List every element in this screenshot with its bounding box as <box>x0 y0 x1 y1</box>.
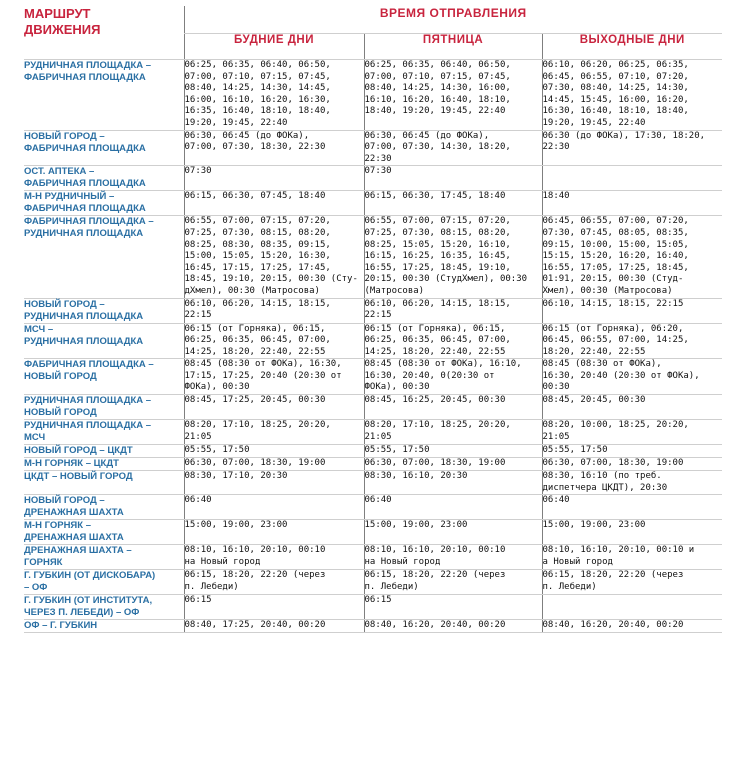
weekdays-times: 08:45, 17:25, 20:45, 00:30 <box>184 395 364 420</box>
weekend-times: 05:55, 17:50 <box>542 445 722 458</box>
friday-times: 06:30, 07:00, 18:30, 19:00 <box>364 458 542 471</box>
table-row <box>24 298 722 323</box>
weekdays-times: 07:30 <box>184 166 364 191</box>
friday-times: 07:30 <box>364 166 542 191</box>
friday-times: 08:20, 17:10, 18:25, 20:20, 21:05 <box>364 420 542 445</box>
table-row <box>24 191 722 216</box>
table-row <box>24 130 722 166</box>
weekdays-times: 08:45 (08:30 от ФОКа), 16:30, 17:15, 17:25, 20:40 (20:30 от ФОКа), 00:30 <box>184 359 364 395</box>
weekdays-times: 06:25, 06:35, 06:40, 06:50, 07:00, 07:10, 07:15, 07:45, 08:40, 14:25, 14:30, 14:45, 16:00, 16:10, 16:20, 16:30, 16:35, 16:40, 18:10, 18:40, 19:20, 19:45, 22:40 <box>184 60 364 131</box>
route-name: ФАБРИЧНАЯ ПЛОЩАДКА – РУДНИЧНАЯ ПЛОЩАДКА <box>24 216 184 298</box>
weekend-times <box>542 595 722 620</box>
schedule-table <box>24 6 722 633</box>
table-row <box>24 216 722 298</box>
route-name: ДРЕНАЖНАЯ ШАХТА – ГОРНЯК <box>24 545 184 570</box>
table-row <box>24 395 722 420</box>
schedule-page <box>24 6 722 633</box>
table-row <box>24 166 722 191</box>
route-name: МСЧ – РУДНИЧНАЯ ПЛОЩАДКА <box>24 323 184 359</box>
weekend-times: 08:45 (08:30 от ФОКа), 16:30, 20:40 (20:30 от ФОКа), 00:30 <box>542 359 722 395</box>
weekdays-times: 08:30, 17:10, 20:30 <box>184 471 364 495</box>
friday-times: 06:30, 06:45 (до ФОКа), 07:00, 07:30, 14:30, 18:20, 22:30 <box>364 130 542 166</box>
weekend-times <box>542 166 722 191</box>
route-name: М-Н ГОРНЯК – ЦКДТ <box>24 458 184 471</box>
friday-times: 06:10, 06:20, 14:15, 18:15, 22:15 <box>364 298 542 323</box>
friday-times: 06:15 <box>364 595 542 620</box>
weekdays-times: 06:15, 18:20, 22:20 (через п. Лебеди) <box>184 570 364 595</box>
weekdays-times: 15:00, 19:00, 23:00 <box>184 520 364 545</box>
route-name: ОСТ. АПТЕКА – ФАБРИЧНАЯ ПЛОЩАДКА <box>24 166 184 191</box>
friday-times: 08:45 (08:30 от ФОКа), 16:10, 16:30, 20:40, 0(20:30 от ФОКа), 00:30 <box>364 359 542 395</box>
weekend-times: 08:30, 16:10 (по треб. диспетчера ЦКДТ), 20:30 <box>542 471 722 495</box>
weekdays-times: 06:30, 07:00, 18:30, 19:00 <box>184 458 364 471</box>
weekdays-times: 06:30, 06:45 (до ФОКа), 07:00, 07:30, 18:30, 22:30 <box>184 130 364 166</box>
weekend-times: 06:40 <box>542 495 722 520</box>
table-row <box>24 60 722 131</box>
weekend-column-header: ВЫХОДНЫЕ ДНИ <box>542 34 722 60</box>
weekend-times: 06:10, 06:20, 06:25, 06:35, 06:45, 06:55, 07:10, 07:20, 07:30, 08:40, 14:25, 14:30, 14:45, 15:45, 16:00, 16:20, 16:30, 16:40, 18:10, 18:40, 19:20, 19:45, 22:40 <box>542 60 722 131</box>
friday-column-header: ПЯТНИЦА <box>364 34 542 60</box>
friday-times: 05:55, 17:50 <box>364 445 542 458</box>
route-name: М-Н РУДНИЧНЫЙ – ФАБРИЧНАЯ ПЛОЩАДКА <box>24 191 184 216</box>
weekend-times: 06:15, 18:20, 22:20 (через п. Лебеди) <box>542 570 722 595</box>
weekend-times: 18:40 <box>542 191 722 216</box>
friday-times: 06:15, 06:30, 17:45, 18:40 <box>364 191 542 216</box>
friday-times: 08:45, 16:25, 20:45, 00:30 <box>364 395 542 420</box>
table-row <box>24 359 722 395</box>
weekend-times: 06:30 (до ФОКа), 17:30, 18:20, 22:30 <box>542 130 722 166</box>
weekend-times: 08:10, 16:10, 20:10, 00:10 и а Новый город <box>542 545 722 570</box>
table-row <box>24 420 722 445</box>
table-row <box>24 620 722 633</box>
route-name: НОВЫЙ ГОРОД – ФАБРИЧНАЯ ПЛОЩАДКА <box>24 130 184 166</box>
weekend-times: 06:10, 14:15, 18:15, 22:15 <box>542 298 722 323</box>
friday-times: 08:10, 16:10, 20:10, 00:10 на Новый город <box>364 545 542 570</box>
friday-times: 06:15 (от Горняка), 06:15, 06:25, 06:35, 06:45, 07:00, 14:25, 18:20, 22:40, 22:55 <box>364 323 542 359</box>
weekdays-times: 06:15 <box>184 595 364 620</box>
weekdays-times: 06:15 (от Горняка), 06:15, 06:25, 06:35, 06:45, 07:00, 14:25, 18:20, 22:40, 22:55 <box>184 323 364 359</box>
weekdays-times: 05:55, 17:50 <box>184 445 364 458</box>
friday-times: 06:15, 18:20, 22:20 (через п. Лебеди) <box>364 570 542 595</box>
table-row <box>24 570 722 595</box>
friday-times: 08:40, 16:20, 20:40, 00:20 <box>364 620 542 633</box>
route-name: РУДНИЧНАЯ ПЛОЩАДКА – НОВЫЙ ГОРОД <box>24 395 184 420</box>
route-name: РУДНИЧНАЯ ПЛОЩАДКА – МСЧ <box>24 420 184 445</box>
route-name: М-Н ГОРНЯК – ДРЕНАЖНАЯ ШАХТА <box>24 520 184 545</box>
friday-times: 06:25, 06:35, 06:40, 06:50, 07:00, 07:10, 07:15, 07:45, 08:40, 14:25, 14:30, 16:00, 16:10, 16:20, 16:40, 18:10, 18:40, 19:20, 19:45, 22:40 <box>364 60 542 131</box>
weekend-times: 08:20, 10:00, 18:25, 20:20, 21:05 <box>542 420 722 445</box>
friday-times: 15:00, 19:00, 23:00 <box>364 520 542 545</box>
table-body <box>24 60 722 633</box>
weekdays-times: 06:55, 07:00, 07:15, 07:20, 07:25, 07:30, 08:15, 08:20, 08:25, 08:30, 08:35, 09:15, 15:00, 15:05, 15:20, 16:30, 16:45, 17:15, 17:25, 17:45, 18:45, 19:10, 20:15, 00:30 (Сту- дХмел), 00:30 (Матросова) <box>184 216 364 298</box>
route-name: ЦКДТ – НОВЫЙ ГОРОД <box>24 471 184 495</box>
weekdays-column-header: БУДНИЕ ДНИ <box>184 34 364 60</box>
friday-times: 06:55, 07:00, 07:15, 07:20, 07:25, 07:30, 08:15, 08:20, 08:25, 15:05, 15:20, 16:10, 16:15, 16:25, 16:35, 16:45, 16:55, 17:25, 18:45, 19:10, 20:15, 00:30 (СтудХмел), 00:30 (Матросова) <box>364 216 542 298</box>
weekend-times: 08:45, 20:45, 00:30 <box>542 395 722 420</box>
weekdays-times: 06:15, 06:30, 07:45, 18:40 <box>184 191 364 216</box>
route-name: НОВЫЙ ГОРОД – ЦКДТ <box>24 445 184 458</box>
weekend-times: 08:40, 16:20, 20:40, 00:20 <box>542 620 722 633</box>
weekend-times: 15:00, 19:00, 23:00 <box>542 520 722 545</box>
friday-times: 06:40 <box>364 495 542 520</box>
table-row <box>24 323 722 359</box>
table-row <box>24 471 722 495</box>
route-name: ФАБРИЧНАЯ ПЛОЩАДКА – НОВЫЙ ГОРОД <box>24 359 184 395</box>
route-column-header: МАРШРУТ ДВИЖЕНИЯ <box>24 6 184 60</box>
weekdays-times: 06:40 <box>184 495 364 520</box>
table-row <box>24 595 722 620</box>
weekdays-times: 06:10, 06:20, 14:15, 18:15, 22:15 <box>184 298 364 323</box>
friday-times: 08:30, 16:10, 20:30 <box>364 471 542 495</box>
route-name: НОВЫЙ ГОРОД – РУДНИЧНАЯ ПЛОЩАДКА <box>24 298 184 323</box>
route-name: ОФ – Г. ГУБКИН <box>24 620 184 633</box>
route-name: НОВЫЙ ГОРОД – ДРЕНАЖНАЯ ШАХТА <box>24 495 184 520</box>
weekdays-times: 08:40, 17:25, 20:40, 00:20 <box>184 620 364 633</box>
weekdays-times: 08:20, 17:10, 18:25, 20:20, 21:05 <box>184 420 364 445</box>
departure-time-header: ВРЕМЯ ОТПРАВЛЕНИЯ <box>184 6 722 34</box>
table-row <box>24 520 722 545</box>
table-row <box>24 445 722 458</box>
table-row <box>24 458 722 471</box>
table-row <box>24 495 722 520</box>
weekend-times: 06:45, 06:55, 07:00, 07:20, 07:30, 07:45, 08:05, 08:35, 09:15, 10:00, 15:00, 15:05, 15:15, 15:20, 16:20, 16:40, 16:55, 17:05, 17:25, 18:45, 01:91, 20:15, 00:30 (Студ- Хмел), 00:30 (Матросова) <box>542 216 722 298</box>
route-name: Г. ГУБКИН (ОТ ДИСКОБАРА) – ОФ <box>24 570 184 595</box>
table-header <box>24 6 722 60</box>
weekend-times: 06:30, 07:00, 18:30, 19:00 <box>542 458 722 471</box>
table-row <box>24 545 722 570</box>
route-name: РУДНИЧНАЯ ПЛОЩАДКА – ФАБРИЧНАЯ ПЛОЩАДКА <box>24 60 184 131</box>
weekend-times: 06:15 (от Горняка), 06:20, 06:45, 06:55, 07:00, 14:25, 18:20, 22:40, 22:55 <box>542 323 722 359</box>
weekdays-times: 08:10, 16:10, 20:10, 00:10 на Новый город <box>184 545 364 570</box>
route-name: Г. ГУБКИН (ОТ ИНСТИТУТА, ЧЕРЕЗ П. ЛЕБЕДИ) – ОФ <box>24 595 184 620</box>
